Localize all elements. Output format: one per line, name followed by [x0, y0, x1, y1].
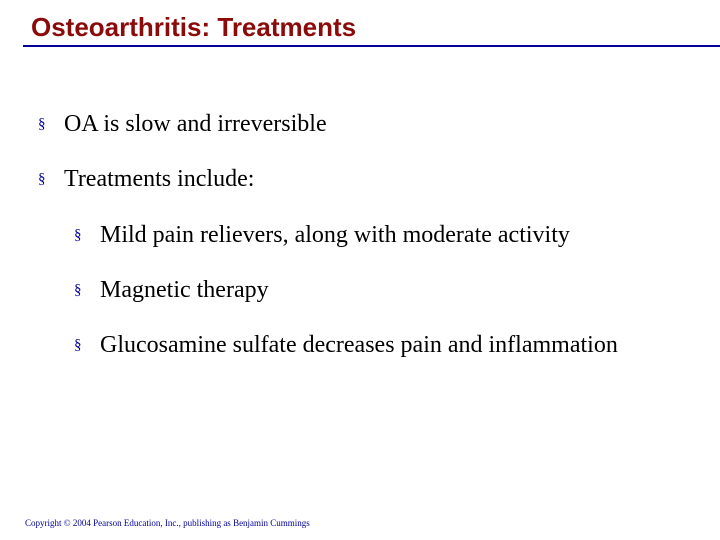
bullet-text: Glucosamine sulfate decreases pain and inflammation — [100, 332, 618, 358]
copyright-notice: Copyright © 2004 Pearson Education, Inc., publishing as Benjamin Cummings — [25, 518, 310, 528]
slide-title: Osteoarthritis: Treatments — [31, 12, 357, 42]
sub-bullet-item — [74, 220, 570, 250]
bullet-text: Treatments include: — [64, 166, 255, 192]
bullet-marker-icon: § — [38, 116, 46, 132]
bullet-marker-icon: § — [74, 227, 82, 243]
bullet-marker-icon: § — [74, 337, 82, 353]
bullet-item — [38, 164, 254, 194]
title-underline — [23, 45, 720, 47]
bullet-marker-icon: § — [74, 282, 82, 298]
bullet-item — [38, 109, 327, 139]
bullet-text: Magnetic therapy — [100, 277, 269, 303]
sub-bullet-item — [74, 275, 269, 305]
sub-bullet-item — [74, 330, 618, 360]
bullet-text: Mild pain relievers, along with moderate activity — [100, 222, 570, 248]
bullet-text: OA is slow and irreversible — [64, 111, 327, 137]
bullet-marker-icon: § — [38, 171, 46, 187]
